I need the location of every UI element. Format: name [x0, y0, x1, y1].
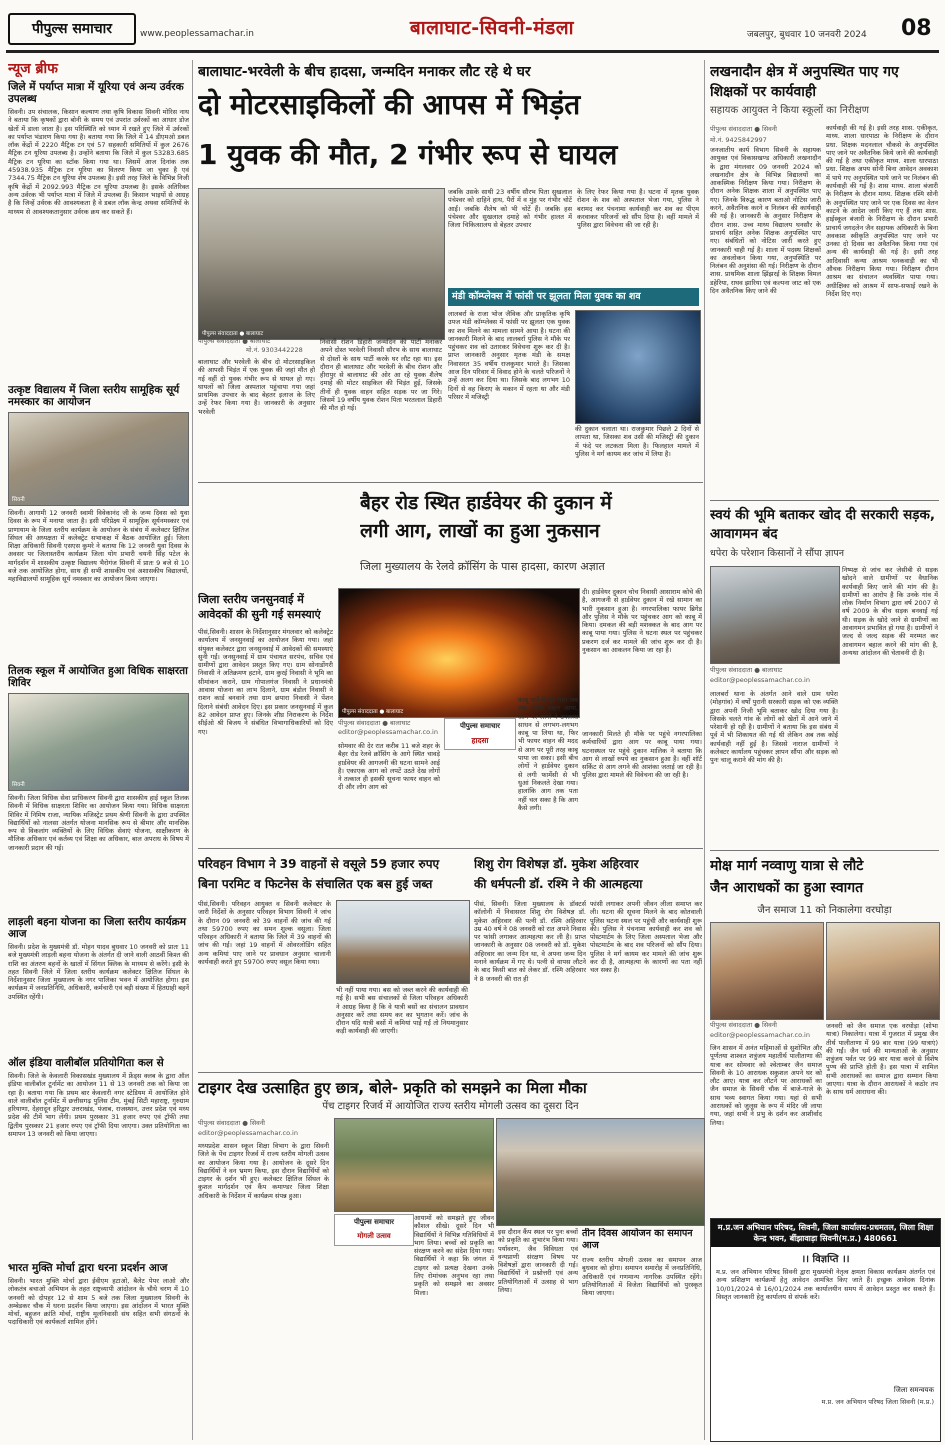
- section-rule: [710, 500, 939, 501]
- fire-body-col1: सोमवार की देर रात करीब 11 बजे शहर के बैहर रोड रेलवे क्रॉसिंग के आगे स्थित चावड़े हार्डवेयर की आगजनी की घटना सामने आई है। एकाएक आग को लपटें उठते देख लोगों ने तत्काल ही इसकी सूचना फायर वाहन को दी और लोग आग को: [338, 742, 440, 792]
- land-body-col2: निष्पक्ष से जांच कर जेसीबी से सड़क खोदने वाले ग्रामीणों पर वैधानिक कार्यवाही किए जाने की मांग की है। ग्रामीणों का आरोप है कि उनके गांव में लोक निर्माण विभाग द्वारा वर्ष 2007 से वर्ष 2009 के बीच सड़क बनवाई गई थी। सड़क के खोदे जाने से ग्रामीणों का आवागमन प्रभावित हो गया है। ग्रामीणों ने जल्द से जल्द सड़क की मरम्मत कर आवागमन बहाल करने की मांग की है, अन्यथा आंदोलन की चेतावनी दी है।: [842, 566, 938, 657]
- jain-group-photo: [826, 922, 940, 1020]
- doctor-body-col2: फांसी लगाकर अपनी जीवन लीला समाप्त कर ली। घटना की सूचना मिलने के बाद कोतवाली पुलिस घटना स्थल पर पहुंची और कार्यवाही शुरू की। पुलिस ने पंचनामा कार्यवाही कर शव को पोस्टमार्टम के लिए जिला अस्पताल भेजा और पोस्टमार्टम के बाद शव परिजनों को सौंप दिया। पुलिस ने मर्ग कायम कर मामले की जांच शुरू कर दी है, आत्महत्या के कारणों का पता नहीं चल सका है।: [590, 900, 702, 975]
- mowgli-festival-photo: [496, 1118, 705, 1226]
- stamp-label: पीपुल्स समाचार: [459, 722, 501, 730]
- lead-body-col1: बालाघाट और भरवेली के बीच दो मोटरसाइकिल की आपसी भिड़ंत में एक युवक की जहां मौत हो गई वहीं दो युवक गंभीर रूप से घायल हो गए। घायलों को जिला अस्पताल पहुंचाया गया जहां प्राथमिक उपचार के बाद बेहतर इलाज के लिए उन्हें रेफर किया गया है। जानकारी के अनुसार भरवेली: [198, 358, 315, 416]
- bus-photo: [336, 900, 470, 984]
- land-byline: पीपुल्स संवाददाता ● बालाघाट: [710, 666, 783, 674]
- fire-body-col3: दी। हार्डवेयर दुकान चोच निवासी आसाराम कोचे की है, आगजनी से हार्डवेयर दुकान में रखे सामान का भारी नुकसान हुआ है। नगरपालिका फायर ब्रिगेड और पुलिस ने मौके पर पहुंचकर आग को काबू में किया। दमकल की बड़ी मशक्कत के बाद आग पर काबू पाया गया। पुलिस ने घटना स्थल पर पहुंचकर प्रकरण दर्ज कर मामले की जांच शुरू कर दी है। नुकसान का आकलन किया जा रहा है।: [582, 588, 702, 655]
- fire-subhead: जिला मुख्यालय के रेलवे क्रॉसिंग के पास हादसा, कारण अज्ञात: [360, 560, 605, 573]
- brief-headline: लाड़ली बहना योजना का जिला स्तरीय कार्यक्रम आज: [8, 916, 187, 940]
- tiger-headline: टाइगर देख उत्साहित हुए छात्र, बोले- प्रकृति को समझने का मिला मौका: [198, 1079, 587, 1097]
- paper-name: पीपुल्स समाचार: [31, 21, 113, 37]
- section-rule: [710, 850, 939, 851]
- notice-signature-role: जिला समन्वयक: [893, 1386, 934, 1394]
- news-brief-column: [8, 60, 189, 1440]
- moksha-body-col1: जिन शासन में अनंत महिमाओं से सुशोभित और पूर्णतया शाश्वत शत्रुंजय महातीर्थ पालीताणा की यात्रा कर सोमवार को श्वेताम्बर जैन समाज सिवनी के 10 आराधक सकुशल अपने घर को लौट आए। यात्रा कर लौटने पर आराधकों का जैन समाज के सिवनी चौक में बाजे-गाजे के साथ भव्य स्वागत किया गया। यहां से सभी आराधकों को जुलूस के रूप में मंदिर जी लाया गया, जहां सभी ने प्रभु के दर्शन कर आशीर्वाद लिया।: [710, 1044, 822, 1127]
- surya-namaskar-photo: सिवनी: [8, 412, 189, 506]
- land-subhead: धपेरा के परेशान किसानों ने सौंपा ज्ञापन: [710, 548, 845, 559]
- accident-photo: पीपुल्स संवाददाता ● बालाघाट: [198, 188, 445, 340]
- lead-body-col2: निवासी रोशन डिहारी जन्मदिन की पार्टी मनाकर अपने दोस्त भरवेली निवासी सौरभ के साथ बालाघाट से दोस्तों के साथ पार्टी करके घर लौट रहा था। इस दौरान ही बालाघाट और भरवेली के बीच रोशन और हीरापुर से बालाघाट की ओर आ रहे युवक शैलेष दमाहे की मोटर साइकिल की भिड़ंत हुई, जिसके तीनों ही युवक वाहन सहित सड़क पर जा गिरे। जिसमें 19 वर्षीय युवक रोशन पिता भरतलाल डिहारी की मौत हो गई।: [320, 338, 442, 413]
- column-rule: [704, 500, 705, 1440]
- lead-byline: पीपुल्स संवाददाता ● बालाघाट: [198, 337, 271, 345]
- mowgli-stamp: [334, 1214, 414, 1246]
- lead-body-col4: के लिए रेफर किया गया है। घटना में मृतक युवक रोशन के शव को अस्पताल भेजा गया, पुलिस ने बरामद कर पंचनामा कार्यवाही कर शव का पीएम करवाकर परिजनों को सौंप दिया है। वहीं मामले में पुलिस द्वारा विवेचना की जा रही है।: [577, 188, 699, 230]
- teachers-headline: लखनादौन क्षेत्र में अनुपस्थित पाए गए शिक्षकों पर कार्यवाही: [710, 64, 899, 100]
- land-email: editor@peoplessamachar.co.in: [710, 676, 810, 684]
- moksha-headline-2: जैन आराधकों का हुआ स्वागत: [710, 880, 864, 896]
- section-rule: [198, 1072, 703, 1073]
- lead-kicker: बालाघाट-भरवेली के बीच हादसा, जन्मदिन मनाकर लौट रहे थे घर: [198, 64, 531, 80]
- transport-body-col1: पीसं,सिवनी। परिवहन आयुक्त व सिवनी कलेक्टर के जारी निर्देशों के अनुसार परिवहन विभाग सिवनी ने जांच के दौरान 09 जनवरी को 39 वाहनों की जांच की गई तथा 59700 रुपए का समन शुल्क वसूला। जिला परिवहन अधिकारी ने बताया कि जिले में 39 वाहनों की जांच की गई। जहां 19 वाहनों में ओवरलोडिंग सहित अन्य कमियां पाए जाने पर प्रावधान अनुसार चालानी कार्यवाही करते हुए 59700 रुपए वसूल किया गया।: [198, 900, 331, 967]
- fire-headline-1: बैहर रोड स्थित हार्डवेयर की दुकान में: [360, 492, 612, 514]
- moksha-byline: पीपुल्स संवाददाता ● सिवनी: [710, 1021, 777, 1029]
- notice-title: म.प्र.जन अभियान परिषद, सिवनी, जिला कार्यालय-प्रधमतल, जिला शिक्षा केन्द्र भवन, बींझावाड़ा सिवनी(म.प्र.) 480661: [711, 1219, 940, 1247]
- stamp-tag: मोगली उत्सव: [357, 1232, 391, 1240]
- moksha-email: editor@peoplessamachar.co.in: [710, 1031, 810, 1039]
- fire-body-col4: जानकारी मिलते ही मौके पर पहुंचे नगरपालिका कर्मचारियों द्वारा आग पर काबू पाया गया। घटनास्थल पर पहुंचे दुकान मालिक ने बताया कि आग से लाखों रुपये का नुकसान हुआ है। वहीं शॉर्ट सर्किट से आग लगने की आशंका जताई जा रही है। पुलिस द्वारा मामले की विवेचना की जा रही है।: [582, 730, 702, 780]
- brief-body: सिवनी। भारत मुक्ति मोर्चा द्वारा ईवीएम हटाओ, बैलेट पेपर लाओ और लोकतंत्र बचाओ अभियान के तहत राष्ट्रव्यापी आंदोलन के चौथे चरण में 10 जनवरी को दोपहर 12 से शाम 5 बजे तक जिला मुख्यालय सिवनी के अम्बेडकर चौक में धरना प्रदर्शन किया जाएगा। इस आंदोलन में भारत मुक्ति मोर्चा, बहुजन क्रांति मोर्चा, राष्ट्रीय मूलनिवासी संघ सहित सभी संगठनों के पदाधिकारी एवं कार्यकर्ता शामिल होंगे।: [8, 1277, 189, 1327]
- edition-label: बालाघाट-सिवनी-मंडला: [409, 17, 575, 39]
- column-rule: [704, 60, 705, 500]
- transport-headline-1: परिवहन विभाग ने 39 वाहनों से वसूले 59 हजार रुपए: [198, 857, 440, 871]
- doctor-headline-2: की धर्मपत्नी डॉ. रश्मि ने की आत्महत्या: [474, 877, 643, 891]
- tiger-body-col3: इस दौरान कैंप स्थल पर पुनः बच्चों को प्रकृति का शुभारंभ किया गया। पर्यावरण, जैव विविधता एवं वन्यप्राणी संरक्षण विषय पर विशेषज्ञों द्वारा जानकारी दी गई। विद्यार्थियों ने प्रश्नोत्तरी एवं अन्य प्रतियोगिताओं में उत्साह से भाग लिया।: [498, 1228, 578, 1295]
- dateline: जबलपुर, बुधवार 10 जनवरी 2024: [747, 30, 867, 40]
- paper-logo: [8, 13, 136, 45]
- tiger-subhead: पेंच टाइगर रिजर्व में आयोजित राज्य स्तरीय मोगली उत्सव का दूसरा दिन: [322, 1101, 579, 1112]
- tiger-body-col2: आयामों को समझते हुए जीवन कौशल सीखे। दूसरे दिन भी विद्यार्थियों ने विभिन्न गतिविधियों में भाग लिया। बच्चों को प्रकृति का संरक्षण करने का संदेश दिया गया। विद्यार्थियों ने कहा कि जंगल में टाइगर को प्रत्यक्ष देखना उनके लिए रोमांचक अनुभव रहा तथा प्रकृति को समझने का अवसर मिला।: [414, 1214, 494, 1297]
- teachers-body-col2: कार्यवाही की गई है। इसी तरह शास. एकीकृत, माध्य. शाला धारपाठा के निरीक्षण के दौरान प्रधा. शिक्षक मदनलाल चौकसे के अनुपस्थित पाए जाने पर अवैतनिक किये जाने की कार्यवाही की गई है तथा एकीकृत माध्य. शाला धारपाठा प्रधा. शिक्षक अपय सोनी बिना आवेदन अवकाश में पाये गए अनुपस्थित पाये जाने पर निलंबन की कार्यवाही की गई है। शास माध्य. शाला बंजारी के निरीक्षण के दौरान माध्य. शिक्षक रश्मि सोनी के अनुपस्थित पाए जाने पर एक दिवस का वेतन काटने के आदेश जारी किए गए हैं तथा शास. हाईस्कूल बंजारी के निरीक्षण के दौरान प्रभारी प्राचार्य जगदलेन जैन सहायक अधिकारी के बिना अवकाश स्वीकृति अनुपस्थित पाए जाने पर उनका दो दिवस का अवैतनिक किया गया एवं अन्य की कार्यवाही की गई है। इसी तरह आदिवासी कन्या आश्रम घनकवाड़ी का भी औचक निरीक्षण किया गया। निरीक्षण दौरान आश्रम का संचालन व्यवस्थित पाया गया। अधीक्षिका को आश्रम में साफ-सफाई रखने के निर्देश दिए गए।: [826, 124, 938, 298]
- teachers-body-col1: जनजातीय कार्य विभाग सिवनी के सहायक आयुक्त एवं विकासखण्ड अधिकारी लखनादौन के द्वारा मंगलवार 09 जनवरी 2024 को लखनादौन क्षेत्र के विभिन्न विद्यालयों का आकस्मिक निरीक्षण किया गया। निरीक्षण के दौरान अनेक शिक्षक शाला में अनुपस्थित पाए गए। जिनके विरुद्ध कारण बताओ नोटिस जारी करने, अवैतनिक करने व निलंबन की कार्यवाही की गई है। जानकारी के अनुसार निरीक्षण के दौरान शास. उच्च माध्य विद्यालय घनसौर के प्राचार्य सहित अनेक शिक्षक अनुपस्थित पाए गए। संबंधितों को नोटिस जारी करते हुए जानकारी चाही गई है। शाला में पदस्थ शिक्षकों का अवलोकन किया गया, अनुपस्थिति पर निलंबन की अनुशंसा की गई। निरीक्षण के दौरान शास. प्राथमिक शाला झिंझरई के शिक्षक विमल डहेरिया, राघव झारिया एवं कल्पना जाट को एक दिन अवैतनिक किए जाने की: [710, 146, 821, 296]
- moksha-headline-1: मोक्ष मार्ग नव्वाणु यात्रा से लौटे: [710, 858, 864, 874]
- brief-headline: भारत मुक्ति मोर्चा द्वारा धरना प्रदर्शन आज: [8, 1262, 168, 1274]
- lead-headline-2: 1 युवक की मौत, 2 गंभीर रूप से घायल: [198, 138, 618, 171]
- fire-headline-2: लगी आग, लाखों का हुआ नुकसान: [360, 520, 600, 542]
- mandi-headline-bar: [448, 288, 699, 306]
- fire-stamp: [444, 718, 516, 750]
- notice-heading: ।। विज्ञप्ति ।।: [801, 1254, 850, 1265]
- lead-body-col3: जबकि उसके साथी 23 वर्षीय सौरभ पिता सुखलाल पंचेश्वर को दाहिने हाथ, पैरों में व मुंह पर गंभीर चोटें आईं। जबकि शैलेष को भी चोटें हैं। जबकि हस पंचेश्वर और सुखलाल दमाहे को गंभीर हालत में जिला चिकित्सालय से बेहतर उपचार: [448, 188, 572, 230]
- jansunwai-headline: जिला स्तरीय जनसुनवाई में आवेदकों की सुनी गई समस्याएं: [198, 593, 321, 621]
- transport-headline-2: बिना परमिट व फिटनेस के संचालित एक बस हुई जब्त: [198, 877, 433, 891]
- land-headline: स्वयं की भूमि बताकर खोद दी सरकारी सड़क, आवागमन बंद: [710, 507, 935, 542]
- mandi-body: लालबर्रा के राजा भोज जैविक और प्राकृतिक कृषि उपज मंडी कॉम्प्लेक्स में फांसी पर झूलता एक युवक का शव मिलने का मामला सामने आया है। घटना की जानकारी मिलने के बाद लालबर्रा पुलिस ने मौके पर पहुंचकर शव को उतारकर विवेचना शुरू कर दी है। प्राप्त जानकारी अनुसार मृतक मंडी के समक्ष निवासरत 35 वर्षीय राजकुमार भारते है। जिसका आज दिन परिवार में विवाद होने के चलते परिजनों ने उन्हें अलग कर दिया था। जिसके बाद लगभग 10 दिनों से वह किराए के मकान में रहता था और मंडी परिसर में मजिस्ट्री: [448, 310, 570, 401]
- tiger-photo: [334, 1118, 494, 1212]
- section-rule: [198, 482, 703, 483]
- land-body-col1: लालबर्रा थाना के अंतर्गत आने वाले ग्राम धपेरा (मोहगांव) में वर्षों पुरानी सरकारी सड़क को एक व्यक्ति द्वारा अपनी निजी भूमि बताकर खोद दिया गया है। जिसके चलते गांव के लोगों को खेतों में आने जाने में परेशानी हो रही है। ग्रामीणों ने बताया कि इस संबंध में पूर्व में भी शिकायत की गई थी लेकिन अब तक कोई कार्यवाही नहीं हुई है। जिससे नाराज ग्रामीणों ने कलेक्टर कार्यालय पहुंचकर ज्ञापन सौंपा और सड़क को पुनः चालू कराने की मांग की है।: [710, 690, 838, 765]
- tiger-subhead-2: तीन दिवस आयोजन का समापन आज: [582, 1228, 693, 1251]
- tiger-body-col4: राज्य स्तरीय मोगली उत्सव का समापन आज बुधवार को होगा। समापन समारोह में जनप्रतिनिधि, अधिकारी एवं गणमान्य नागरिक उपस्थित रहेंगे। प्रतियोगिताओं में विजेता विद्यार्थियों को पुरस्कृत किया जाएगा।: [582, 1256, 702, 1298]
- mandi-body-2: की दुकान चलाता था। राजकुमार पिछले 2 दिनों से लापता था, जिसका शव उसी की मजिस्ट्री की दुकान में फंदे पर लटकता मिला है। फिलहाल मामले में पुलिस ने मर्ग कायम कर जांच में लिया है।: [575, 425, 699, 458]
- fire-byline: पीपुल्स संवाददाता ● बालाघाट: [338, 719, 411, 727]
- lead-headline-1: दो मोटरसाइकिलों की आपस में भिड़ंत: [198, 88, 581, 121]
- page-number: 08: [901, 16, 932, 41]
- fire-photo: पीपुल्स संवाददाता ● बालाघाट: [338, 588, 580, 718]
- brief-headline: उत्कृष्ट विद्यालय में जिला स्तरीय सामूहिक सूर्य नमस्कार का आयोजन: [8, 384, 180, 408]
- brief-body: सिवनी। आगामी 12 जनवरी स्वामी विवेकानंद जी के जन्म दिवस को युवा दिवस के रूप में मनाया जाता है। इसी परिप्रेक्ष्य में सामूहिक सूर्यनमस्कार एवं प्राणायाम के जिला स्तरीय कार्यक्रम के आयोजन के संबंध में कलेक्टर क्षितिज सिंघल की अध्यक्षता में कलेक्ट्रेट सभाकक्ष में बैठक आयोजित हुई। जिला शिक्षा अधिकारी सिवनी एसएस कुमरे ने बताया कि 12 जनवरी युवा दिवस के अवसर पर जिलास्तरीय कार्यक्रम जिला योग प्रभारी चयनी सिंह पटेल के मार्गदर्शन में शासकीय उत्कृष्ट विद्यालय भैरोगंज सिवनी में प्रातः 9 बजे से 10 बजे तक आयोजित होगा, साथ ही सभी शासकीय एवं अशासकीय विद्यालयों, महाविद्यालयों सामूहिक सूर्य नमस्कार का आयोजन किया जाएगा।: [8, 509, 189, 584]
- brief-body: सिवनी। प्रदेश के मुख्यमंत्री डॉ. मोहन यादव बुधवार 10 जनवरी को प्रातः 11 बजे मुख्यमंत्री लाड़ली बहना योजना के अंतर्गत दी जाने वाली आठवीं किश्त की राशि का अंतरण बहनों के खातों में सिंगल क्लिक के माध्यम से करेंगे। इसी के तहत सिवनी जिले में जिला स्तरीय कार्यक्रम कलेक्टर क्षितिज सिंघल के निर्देशानुसार जिला मुख्यालय के नगर पालिका भवन में आयोजित होगा। इस कार्यक्रम में जनप्रतिनिधि, अधिकारी, कर्मचारी एवं बड़ी संख्या में हितग्राही बहनें उपस्थित रहेंगी।: [8, 943, 189, 1001]
- moksha-subhead: जैन समाज 11 को निकालेगा वरघोड़ा: [757, 905, 892, 916]
- noose-photo: [575, 310, 701, 424]
- jain-welcome-photo: [710, 922, 824, 1020]
- moksha-body-col2: जनवरी को जैन समाज एक वरघोड़ा (शोभा यात्रा) निकालेगा। यात्रा में गुजरात में प्रमुख जैन तीर्थ पालीताणा में 99 बार यात्रा (99 यात्राएं) की गईं। जैन धर्म की मान्यताओं के अनुसार शत्रुंजय पर्वत पर 99 बार यात्रा करने से विशेष पुण्य की प्राप्ति होती है। इस यात्रा में शामिल सभी आराधकों का समाज द्वारा सम्मान किया जाएगा। यात्रा के दौरान आराधकों ने कठोर तप के साथ धर्म आराधना की।: [826, 1022, 938, 1097]
- notice-body: म.प्र. जन अभियान परिषद सिवनी द्वारा मुख्यमंत्री नेतृत्व क्षमता विकास कार्यक्रम अंतर्गत एवं अन्य प्रशिक्षण कार्यक्रमों हेतु आवेदन आमंत्रित किए जाते हैं। इच्छुक आवेदक दिनांक 10/01/2024 से 16/01/2024 तक कार्यालयीन समय में आवेदन प्रस्तुत कर सकते हैं। विस्तृत जानकारी हेतु कार्यालय से संपर्क करें।: [716, 1268, 935, 1301]
- column-rule: [192, 60, 193, 1440]
- transport-body-col2: भी नहीं पाया गया। बस को जब्त करने की कार्यवाही की गई है। सभी बस संचालकों से जिला परिवहन अधिकारी ने आग्रह किया है कि वे यात्री बसों का संचालन प्रावधान अनुसार करें तथा समय कर का भुगतान करें। जांच के दौरान यदि यात्री बसों में कमियां पाई गईं तो नियमानुसार कड़ी कार्यवाही की जाएगी।: [336, 986, 468, 1036]
- teachers-phone: मो.नं. 9425842997: [710, 136, 767, 144]
- stamp-tag: हादसा: [471, 736, 489, 745]
- notice-signature-org: म.प्र. जन अभियान परिषद जिला सिवनी (म.प्र.): [821, 1398, 934, 1406]
- brief-headline: ऑल इंडिया वालीबॉल प्रतियोगिता कल से: [8, 1057, 164, 1069]
- tiger-byline: पीपुल्स संवाददाता ● सिवनी: [198, 1119, 265, 1127]
- brief-body: सिवनी। उप संचालक, किसान कल्याण तथा कृषि विकास सिवनी मोरिस नाथ ने बताया कि कृषकों द्वारा बोनी के समय एवं उपरांत उर्वरकों का आधार डोज खेतों में डाला जाता है। इस परिस्थिति को ध्यान में रखते हुए जिले में उर्वरकों का पर्याप्त भंडारण किया गया है। बताया गया कि जिले में 14 डीएमओ डबल लॉक केंद्रों में 2220 मैट्रिक टन एवं 57 सहकारी समितियों में कुल 2676 मैट्रिक टन यूरिया उपलब्ध है। उन्होंने बताया कि जिले में कुल 53283.685 मैट्रिक टन यूरिया का स्टॉक किया गया था। जिसमें आज दिनांक तक 45938.935 मैट्रिक टन यूरिया का वितरण किया जा चुका है एवं 7344.75 मैट्रिक टन यूरिया शेष उपलब्ध है। इसी तरह जिले के विभिन्न निजी कृषि केंद्रों में 2092.993 मैट्रिक टन यूरिया उपलब्ध है। इसके अतिरिक्त अन्य उर्वरक भी पर्याप्त मात्रा में जिले में उपलब्ध हैं। किसान भाइयों से आग्रह है कि जिन्हें उर्वरक की आवश्यकता है वे डबल लॉक केन्द्र अथवा समितियों के माध्यम से आवश्यकतानुसार उर्वरक क्रय कर सकते हैं।: [8, 108, 189, 216]
- stamp-label: पीपुल्स समाचार: [353, 1218, 395, 1226]
- brief-headline: जिले में पर्याप्त मात्रा में यूरिया एवं अन्य उर्वरक उपलब्ध: [8, 81, 184, 105]
- farmers-photo: [710, 566, 840, 664]
- fire-body-col2: काबू पाने में जुट गए। जब तक फायर वाहन आया, आग पर लोगों ने उपलब्ध साधन से लगभग-लगभग काबू पा लिया था, फिर भी फायर वाहन की मदद से आग पर पूरी तरह काबू पाया जा सका। इसी बीच लोगों ने हार्डवेयर दुकान से लगी फार्मेसी से भी धुआं निकलते देखा गया। हालांकि आग तक पता नहीं चल सका है कि आग कैसे लगी।: [518, 696, 578, 812]
- tiger-email: editor@peoplessamachar.co.in: [198, 1129, 298, 1137]
- brief-body: सिवनी। जिला विधिक सेवा प्राधिकरण सिवनी द्वारा शासकीय हाई स्कूल तिलक सिवनी में विधिक साक्षरता शिविर का आयोजन किया गया। विधिक साक्षरता शिविर में निमिष राजा, न्यायिक मजिस्ट्रेट प्रथम श्रेणी सिवनी के द्वारा उपस्थित विद्यार्थियों को नालसा अंतर्गत योजना मानसिक रूप से बीमार और मानसिक रूप से विकलांग व्यक्तियों के लिए विधिक सेवाएं योजना, साक्षीकरण के मौलिक अधिकार एवं कर्तव्य एवं शिक्षा का अधिकार, बाल अपराध के विषय में जानकारी प्रदान की गई।: [8, 794, 189, 852]
- teachers-subhead: सहायक आयुक्त ने किया स्कूलों का निरीक्षण: [710, 105, 869, 116]
- brief-headline: तिलक स्कूल में आयोजित हुआ विधिक साक्षरता शिविर: [8, 665, 188, 689]
- section-rule: [198, 848, 703, 849]
- brief-body: सिवनी। जिले के केवलारी विकासखंड मुख्यालय में फ्रेंड्स क्लब के द्वारा ऑल इंडिया वालीबॉल टूर्नामेंट का आयोजन 11 से 13 जनवरी तक को किया जा रहा है। बताया गया कि प्रथम बार केवलारी नगर स्टेडियम में आयोजित होने वाले वालीबॉल टूर्नामेंट में छत्तीसगढ़ पुलिस टीम, मुंबई सिटी महाराष्ट्र, गुरुग्राम हरियाणा, देहरादून हरिद्वार उत्तराखंड, पंजाब, राजस्थान, उत्तर प्रदेश एवं मध्य प्रदेश की टीमें भाग लेंगी। प्रथम पुरस्कार 31 हजार रुपए एवं ट्रॉफी तथा द्वितीय पुरस्कार 21 हजार रुपए एवं ट्रॉफी दिया जाएगा। उक्त प्रतियोगिता का समापन 13 जनवरी को किया जाएगा।: [8, 1072, 189, 1139]
- lead-byline-phone: मो.नं. 9303442228: [246, 346, 303, 354]
- masthead-rule: [6, 50, 939, 53]
- masthead: [0, 0, 945, 56]
- news-brief-label: न्यूज ब्रीफ: [8, 61, 58, 77]
- legal-camp-photo: सिवनी: [8, 693, 189, 791]
- mandi-headline: मंडी कॉम्प्लेक्स में फांसी पर झूलता मिला युवक का शव: [452, 291, 641, 302]
- tiger-body-col1: मध्यप्रदेश शासन स्कूल शिक्षा विभाग के द्वारा सिवनी जिले के पेंच टाइगर रिजर्व में राज्य स्तरीय मोगली उत्सव का आयोजन किया गया है। आयोजन के दूसरे दिन विद्यार्थियों ने वन भ्रमण किया, इस दौरान विद्यार्थियों को टाइगर के दर्शन भी हुए। कलेक्टर क्षितिज सिंघल के कुशल मार्गदर्शन एवं कैंप कमाण्डर जिला शिक्षा अधिकारी के निर्देशन में कार्यक्रम संपन्न हुआ।: [198, 1142, 329, 1200]
- website: www.peoplessamachar.in: [140, 29, 254, 39]
- jansunwai-body: पीसं,सिवनी। शासन के निर्देशानुसार मंगलवार को कलेक्ट्रेट कार्यालय में जनसुनवाई का आयोजन किया गया। जहां संयुक्त कलेक्टर द्वारा जनसुनवाई में आवेदकों की समस्याएं सुनी गईं। जनसुनवाई में ग्राम पंचायत सरपंच, सचिव एवं ग्रामीणों द्वारा आवेदन प्रस्तुत किए गए। ग्राम सोनाडोंगरी निवासी ने अतिक्रमण हटाने, ग्राम कुरई निवासी ने भूमि का सीमांकन कराने, ग्राम गोपालगंज निवासी ने प्रधानमंत्री आवास योजना का लाभ दिलाने, ग्राम बंडोल निवासी ने राशन कार्ड बनवाने तथा ग्राम छपारा निवासी ने पेंशन दिलाने संबंधी आवेदन दिए। इस प्रकार जनसुनवाई में कुल 82 आवेदन प्राप्त हुए। जिनके शीघ्र निराकरण के निर्देश सीईओ श्री बिजय ने संबंधित विभागाधिकारियों को दिए गए।: [198, 628, 333, 736]
- doctor-body-col1: पीसं, सिवनी। जिला मुख्यालय के डॉक्टर्स कॉलोनी में निवासरत शिशु रोग विशेषज्ञ डॉ. मुकेश अहिरवार की पत्नी डॉ. रश्मि अहिरवार उम्र 40 वर्ष ने 08 जनवरी को रात अपने निवास पर फांसी लगाकर आत्महत्या कर ली है। प्राप्त जानकारी के अनुसार 08 जनवरी को डॉ. मुकेश अहिरवार का जन्म दिन था, वे अपना जन्म दिन मनाने कार्यक्रम में गए थे। पत्नी से वापस लौटने के बाद किसी बात को लेकर डॉ. रश्मि अहिरवार ने 8 जनवरी की रात ही: [474, 900, 586, 983]
- notice-box: [710, 1218, 941, 1442]
- teachers-byline: पीपुल्स संवाददाता ● सिवनी: [710, 125, 777, 133]
- fire-email: editor@peoplessamachar.co.in: [338, 728, 438, 736]
- doctor-headline-1: शिशु रोग विशेषज्ञ डॉ. मुकेश अहिरवार: [474, 857, 639, 871]
